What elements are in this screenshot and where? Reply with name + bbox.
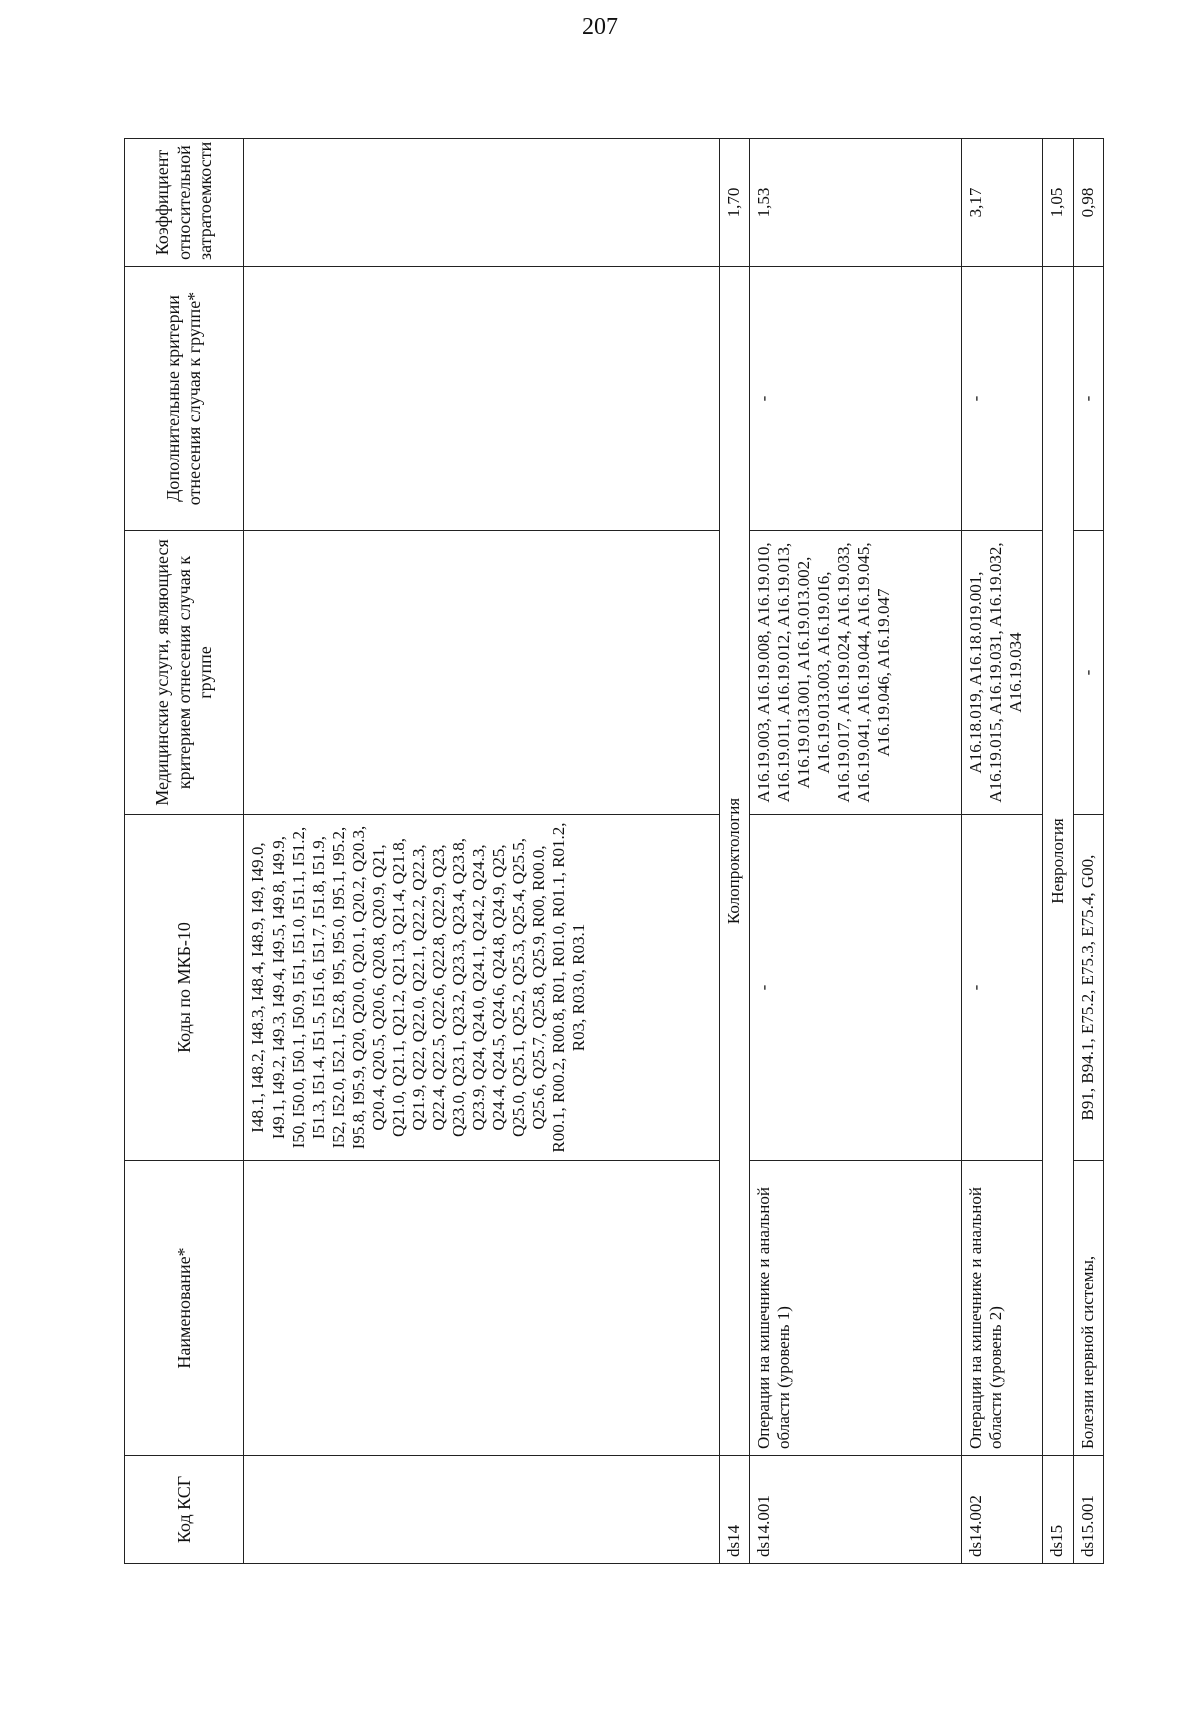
cell-name: Операции на кишечнике и анальной области (уровень 2) xyxy=(962,1161,1043,1456)
section-title: Неврология xyxy=(1043,267,1073,1456)
cell-services: A16.19.003, A16.19.008, A16.19.010, A16.19.011, A16.19.012, A16.19.013, A16.19.013.001, A16.19.013.002, A16.19.013.003, A16.19.016, A16.19.017, A16.19.024, A16.19.033, A16.19.041, A16.19.044, A16.19.045, A16.19.046, A16.19.047 xyxy=(749,531,962,815)
cell-mkb: I48.1, I48.2, I48.3, I48.4, I48.9, I49, I49.0, I49.1, I49.2, I49.3, I49.4, I49.5, I49.8, I49.9, I50, I50.0, I50.1, I50.9, I51, I51.0, I51.1, I51.2, I51.3, I51.4, I51.5, I51.6, I51.7, I51.8, I51.9, I52, I52.0, I52.1, I52.8, I95, I95.0, I95.1, I95.2, I95.8, I95.9, Q20, Q20.0, Q20.1, Q20.2, Q20.3, Q20.4, Q20.5, Q20.6, Q20.8, Q20.9, Q21, Q21.0, Q21.1, Q21.2, Q21.3, Q21.4, Q21.8, Q21.9, Q22, Q22.0, Q22.1, Q22.2, Q22.3, Q22.4, Q22.5, Q22.6, Q22.8, Q22.9, Q23, Q23.0, Q23.1, Q23.2, Q23.3, Q23.4, Q23.8, Q23.9, Q24, Q24.0, Q24.1, Q24.2, Q24.3, Q24.4, Q24.5, Q24.6, Q24.8, Q24.9, Q25, Q25.0, Q25.1, Q25.2, Q25.3, Q25.4, Q25.5, Q25.6, Q25.7, Q25.8, Q25.9, R00, R00.0, R00.1, R00.2, R00.8, R01, R01.0, R01.1, R01.2, R03, R03.0, R03.1 xyxy=(244,815,720,1161)
cell-name xyxy=(244,1161,720,1456)
cell-criteria: - xyxy=(1073,267,1103,531)
cell-name: Операции на кишечнике и анальной области (уровень 1) xyxy=(749,1161,962,1456)
cell-code: ds14.002 xyxy=(962,1456,1043,1564)
table-row-ds14-001 xyxy=(749,139,962,1564)
cell-coef: 1,70 xyxy=(720,139,749,267)
cell-name: Болезни нервной системы, xyxy=(1073,1161,1103,1456)
cell-code: ds14.001 xyxy=(749,1456,962,1564)
table-row-ds14 xyxy=(720,139,749,1564)
cell-services: - xyxy=(1073,531,1103,815)
section-title: Колопроктология xyxy=(720,267,749,1456)
cell-coef: 1,53 xyxy=(749,139,962,267)
header-name: Наименование* xyxy=(125,1161,244,1456)
ksg-table xyxy=(124,138,1104,1564)
cell-criteria: - xyxy=(962,267,1043,531)
cell-code: ds15 xyxy=(1043,1456,1073,1564)
cell-code: ds14 xyxy=(720,1456,749,1564)
table-container xyxy=(124,139,1104,1564)
cell-mkb: - xyxy=(749,815,962,1161)
cell-coef: 3,17 xyxy=(962,139,1043,267)
table-row-ds15 xyxy=(1043,139,1073,1564)
cell-code xyxy=(244,1456,720,1564)
header-services: Медицинские услуги, являющиеся критерием отнесения случая к группе xyxy=(125,531,244,815)
header-mkb: Коды по МКБ-10 xyxy=(125,815,244,1161)
cell-coef: 0,98 xyxy=(1073,139,1103,267)
cell-mkb: - xyxy=(962,815,1043,1161)
table-row xyxy=(244,139,720,1564)
cell-coef xyxy=(244,139,720,267)
cell-coef: 1,05 xyxy=(1043,139,1073,267)
header-code: Код КСГ xyxy=(125,1456,244,1564)
table-row-ds15-001 xyxy=(1073,139,1103,1564)
cell-mkb: B91, B94.1, E75.2, E75.3, E75.4, G00, xyxy=(1073,815,1103,1161)
cell-criteria: - xyxy=(749,267,962,531)
cell-criteria xyxy=(244,267,720,531)
cell-code: ds15.001 xyxy=(1073,1456,1103,1564)
header-row xyxy=(125,139,244,1564)
header-coef: Коэффициент относительной затратоемкости xyxy=(125,139,244,267)
table-row-ds14-002 xyxy=(962,139,1043,1564)
rotated-table-frame xyxy=(124,139,1104,1564)
header-criteria: Дополнительные критерии отнесения случая к группе* xyxy=(125,267,244,531)
cell-services: A16.18.019, A16.18.019.001, A16.19.015, A16.19.031, A16.19.032, A16.19.034 xyxy=(962,531,1043,815)
page-number: 207 xyxy=(582,14,618,40)
cell-services xyxy=(244,531,720,815)
